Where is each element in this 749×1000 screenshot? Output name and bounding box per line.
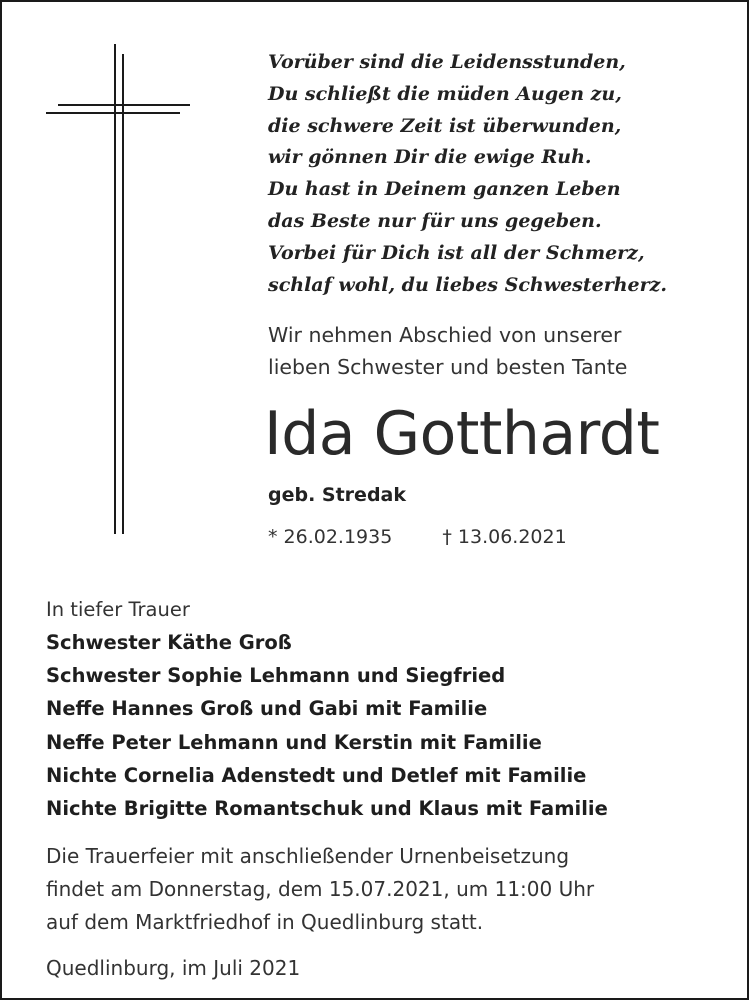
memorial-poem bbox=[268, 47, 738, 301]
poem-line: Du schließt die müden Augen zu, bbox=[268, 82, 622, 105]
mourner-entry: Neffe Peter Lehmann und Kerstin mit Familie bbox=[46, 730, 542, 754]
funeral-line: auf dem Marktfriedhof in Quedlinburg statt. bbox=[46, 910, 484, 934]
birth-date: * 26.02.1935 bbox=[268, 526, 393, 548]
mourner-entry: Nichte Brigitte Romantschuk und Klaus mit Familie bbox=[46, 797, 608, 821]
funeral-line: Die Trauerfeier mit anschließender Urnenbeisetzung bbox=[46, 844, 570, 868]
funeral-line: findet am Donnerstag, dem 15.07.2021, um 11:00 Uhr bbox=[46, 877, 595, 901]
poem-line: das Beste nur für uns gegeben. bbox=[268, 209, 602, 232]
poem-line: Vorbei für Dich ist all der Schmerz, bbox=[268, 241, 645, 264]
mourners-list bbox=[46, 626, 736, 825]
cross-icon bbox=[46, 44, 190, 534]
mourner-entry: Schwester Käthe Groß bbox=[46, 631, 292, 654]
life-dates bbox=[268, 526, 567, 548]
maiden-name: geb. Stredak bbox=[268, 484, 407, 506]
funeral-details bbox=[46, 840, 736, 939]
intro-line: lieben Schwester und besten Tante bbox=[268, 355, 628, 379]
cross-vertical-beam-shadow bbox=[122, 54, 124, 534]
mourner-entry: Schwester Sophie Lehmann und Siegfried bbox=[46, 664, 506, 688]
poem-line: die schwere Zeit ist überwunden, bbox=[268, 114, 622, 137]
mourner-entry: Neffe Hannes Groß und Gabi mit Familie bbox=[46, 697, 488, 721]
cross-horizontal-beam bbox=[58, 104, 190, 106]
intro-line: Wir nehmen Abschied von unserer bbox=[268, 323, 622, 347]
poem-line: wir gönnen Dir die ewige Ruh. bbox=[268, 146, 592, 169]
death-date: † 13.06.2021 bbox=[442, 526, 567, 548]
farewell-intro bbox=[268, 319, 738, 383]
mourning-heading: In tiefer Trauer bbox=[46, 598, 190, 621]
cross-vertical-beam bbox=[114, 44, 116, 534]
place-and-date: Quedlinburg, im Juli 2021 bbox=[46, 956, 301, 980]
deceased-name: Ida Gotthardt bbox=[264, 399, 660, 469]
mourner-entry: Nichte Cornelia Adenstedt und Detlef mit Familie bbox=[46, 763, 587, 787]
poem-line: Vorüber sind die Leidensstunden, bbox=[268, 51, 626, 73]
poem-line: schlaf wohl, du liebes Schwesterherz. bbox=[268, 273, 668, 296]
poem-line: Du hast in Deinem ganzen Leben bbox=[268, 178, 621, 201]
cross-horizontal-beam-shadow bbox=[46, 112, 180, 114]
